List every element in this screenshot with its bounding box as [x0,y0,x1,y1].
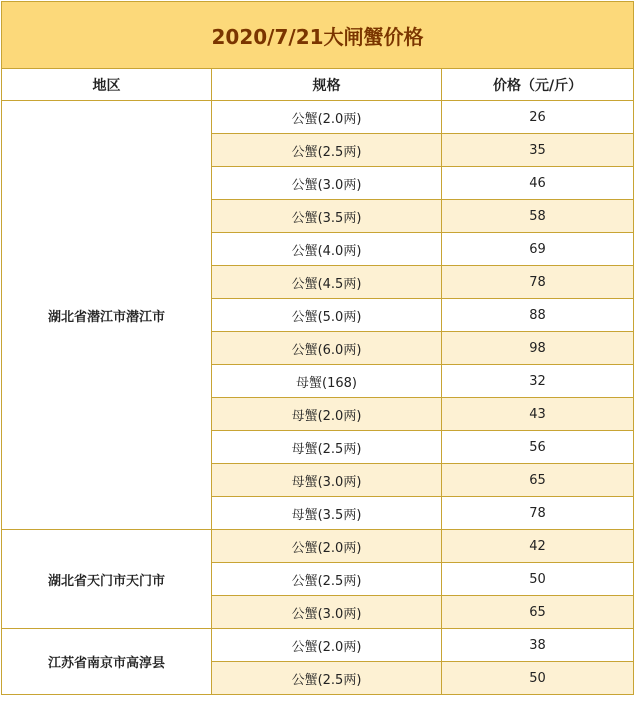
spec-cell: 公蟹(4.0两) [212,233,442,266]
spec-cell: 母蟹(2.5两) [212,431,442,464]
price-sheet [0,1,634,715]
spec-cell: 公蟹(3.0两) [212,596,442,629]
price-cell: 46 [442,167,634,200]
spec-cell: 公蟹(3.5两) [212,200,442,233]
price-table [1,1,634,695]
spec-cell: 母蟹(168) [212,365,442,398]
price-cell: 98 [442,332,634,365]
spec-cell: 公蟹(2.0两) [212,101,442,134]
price-cell: 78 [442,266,634,299]
price-cell: 32 [442,365,634,398]
price-cell: 88 [442,299,634,332]
price-cell: 50 [442,662,634,695]
table-row [2,101,634,134]
spec-cell: 公蟹(2.5两) [212,563,442,596]
spec-cell: 母蟹(2.0两) [212,398,442,431]
price-cell: 56 [442,431,634,464]
region-cell: 湖北省天门市天门市 [2,530,212,629]
price-cell: 78 [442,497,634,530]
price-cell: 35 [442,134,634,167]
header-spec: 规格 [212,69,442,101]
price-cell: 43 [442,398,634,431]
price-cell: 58 [442,200,634,233]
spec-cell: 公蟹(2.0两) [212,530,442,563]
spec-cell: 公蟹(2.0两) [212,629,442,662]
spec-cell: 公蟹(4.5两) [212,266,442,299]
price-cell: 69 [442,233,634,266]
region-cell: 江苏省南京市高淳县 [2,629,212,695]
spec-cell: 母蟹(3.0两) [212,464,442,497]
price-cell: 65 [442,464,634,497]
table-title: 2020/7/21大闸蟹价格 [2,2,634,69]
price-cell: 42 [442,530,634,563]
spec-cell: 公蟹(5.0两) [212,299,442,332]
table-row [2,530,634,563]
region-cell: 湖北省潜江市潜江市 [2,101,212,530]
table-body [2,101,634,695]
table-row [2,629,634,662]
spec-cell: 公蟹(2.5两) [212,134,442,167]
header-row [2,69,634,101]
header-price: 价格（元/斤） [442,69,634,101]
price-cell: 38 [442,629,634,662]
price-cell: 50 [442,563,634,596]
spec-cell: 公蟹(2.5两) [212,662,442,695]
price-cell: 26 [442,101,634,134]
spec-cell: 公蟹(3.0两) [212,167,442,200]
header-region: 地区 [2,69,212,101]
spec-cell: 公蟹(6.0两) [212,332,442,365]
price-cell: 65 [442,596,634,629]
spec-cell: 母蟹(3.5两) [212,497,442,530]
